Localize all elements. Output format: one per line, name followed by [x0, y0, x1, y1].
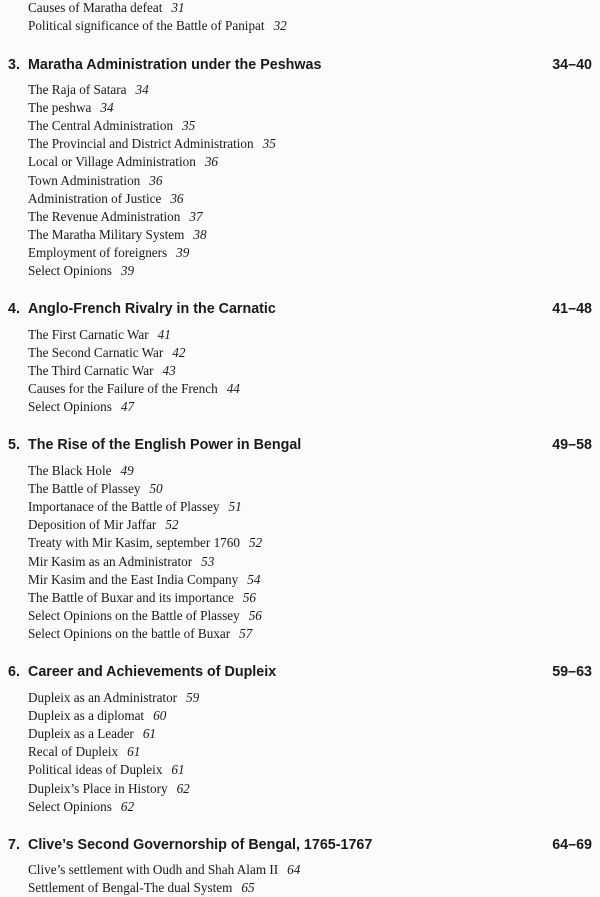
toc-entry-page: 61: [171, 762, 185, 778]
chapter-page-range: 34–40: [552, 57, 592, 73]
toc-entry: [28, 744, 140, 760]
toc-entry: [28, 381, 240, 397]
toc-entry-page: 52: [248, 535, 263, 551]
toc-entry: [28, 100, 114, 116]
toc-entry-page: 57: [239, 625, 253, 641]
toc-entry-title: The Raja of Satara: [28, 82, 127, 97]
chapter-number: 4.: [8, 301, 20, 317]
chapter-page-range: 41–48: [552, 301, 592, 317]
toc-entry-page: 36: [170, 190, 184, 206]
toc-entry-title: Select Opinions: [28, 399, 112, 415]
toc-entry-title: Treaty with Mir Kasim, september 1760: [28, 535, 240, 551]
toc-entry: [28, 191, 184, 207]
toc-entry: [28, 799, 134, 815]
chapter-title: The Rise of the English Power in Bengal: [28, 437, 302, 453]
chapter-page-range: 64–69: [552, 837, 592, 853]
toc-entry-page: 36: [149, 172, 163, 188]
chapter-number: 6.: [8, 664, 20, 680]
toc-entry-page: 35: [262, 136, 276, 152]
chapter-heading: [8, 836, 372, 854]
toc-entry: [28, 263, 134, 279]
toc-entry: [28, 626, 252, 642]
toc-entry-title: The First Carnatic War: [28, 327, 149, 342]
toc-entry-page: 64: [287, 862, 301, 877]
toc-entry-page: 47: [120, 399, 135, 415]
toc-entry: [28, 517, 179, 533]
toc-entry: [28, 572, 260, 588]
toc-entry: [28, 136, 276, 152]
toc-entry-title: The Revenue Administration: [28, 208, 181, 224]
toc-entry-title: Political significance of the Battle of Panipat: [28, 18, 265, 33]
toc-entry-title: Dupleix as a Leader: [28, 726, 134, 742]
toc-entry: [28, 499, 242, 515]
toc-entry: [28, 463, 134, 479]
toc-entry: [28, 554, 214, 570]
toc-entry: [28, 327, 171, 343]
toc-entry-page: 50: [149, 481, 163, 497]
toc-entry-page: 52: [165, 517, 179, 533]
toc-entry: [28, 708, 166, 724]
toc-entry-title: The Battle of Buxar and its importance: [28, 589, 234, 605]
chapter-page-range: 49–58: [552, 437, 592, 453]
toc-entry: [28, 227, 207, 243]
toc-entry: [28, 726, 156, 742]
toc-entry-title: Deposition of Mir Jaffar: [28, 517, 157, 533]
toc-entry-page: 62: [120, 798, 135, 814]
toc-entry-page: 53: [201, 553, 215, 569]
toc-entry: [28, 363, 176, 379]
toc-entry-title: Employment of foreigners: [28, 244, 168, 260]
toc-entry-page: 36: [204, 154, 218, 170]
toc-entry-title: Select Opinions: [28, 263, 112, 278]
toc-entry-page: 39: [120, 263, 135, 278]
toc-entry-page: 41: [157, 327, 171, 342]
toc-entry-title: Importanace of the Battle of Plassey: [28, 499, 220, 515]
toc-entry-page: 59: [186, 690, 200, 705]
toc-entry-page: 39: [176, 244, 190, 260]
chapter-number: 5.: [8, 437, 20, 453]
toc-entry: [28, 690, 199, 706]
toc-entry-title: The Second Carnatic War: [28, 345, 164, 361]
toc-entry-page: 61: [142, 726, 157, 742]
toc-entry-title: The Third Carnatic War: [28, 363, 154, 379]
toc-entry-title: Dupleix as an Administrator: [28, 690, 178, 705]
toc-entry-title: Town Administration: [28, 172, 141, 188]
toc-entry-title: The Maratha Military System: [28, 226, 185, 242]
chapter-heading: [8, 436, 301, 454]
chapter-title: Maratha Administration under the Peshwas: [28, 57, 322, 73]
chapter-heading: [8, 56, 321, 74]
toc-entry-page: 44: [226, 381, 240, 397]
toc-entry: [28, 18, 287, 34]
toc-entry: [28, 173, 162, 189]
toc-entry-page: 42: [172, 345, 186, 361]
toc-entry-page: 38: [193, 226, 207, 242]
toc-entry-page: 34: [100, 100, 114, 116]
toc-entry-page: 61: [127, 744, 141, 760]
chapter-title: Anglo-French Rivalry in the Carnatic: [28, 301, 276, 317]
toc-entry-title: Select Opinions on the Battle of Plassey: [28, 607, 240, 623]
toc-entry-title: Mir Kasim as an Administrator: [28, 553, 193, 569]
toc-entry-title: Dupleix’s Place in History: [28, 780, 168, 796]
toc-entry-page: 54: [247, 571, 261, 587]
chapter-title: Career and Achievements of Dupleix: [28, 664, 277, 680]
chapter-number: 7.: [8, 837, 20, 853]
toc-entry-page: 32: [273, 18, 287, 33]
toc-entry-page: 34: [135, 82, 149, 97]
toc-entry: [28, 481, 163, 497]
toc-entry-page: 65: [241, 880, 255, 896]
toc-entry: [28, 862, 300, 878]
toc-entry: [28, 118, 195, 134]
toc-entry: [28, 608, 262, 624]
toc-entry-page: 56: [248, 607, 262, 623]
chapter-number: 3.: [8, 57, 20, 73]
toc-entry-page: 60: [153, 708, 167, 724]
chapter-heading: [8, 300, 276, 318]
toc-entry-page: 37: [189, 208, 203, 224]
toc-entry-title: The Provincial and District Administration: [28, 136, 254, 152]
toc-entry-title: Settlement of Bengal-The dual System: [28, 880, 233, 896]
toc-entry: [28, 82, 149, 98]
toc-entry: [28, 880, 255, 896]
toc-entry-title: Recal of Dupleix: [28, 744, 119, 760]
toc-entry: [28, 781, 190, 797]
toc-entry-title: Select Opinions on the battle of Buxar: [28, 625, 231, 641]
toc-entry-page: 31: [171, 0, 185, 15]
chapter-page-range: 59–63: [552, 664, 592, 680]
toc-entry-page: 35: [182, 118, 196, 134]
toc-entry: [28, 399, 134, 415]
toc-entry-title: Dupleix as a diplomat: [28, 708, 145, 724]
toc-entry-title: The Black Hole: [28, 463, 112, 478]
chapter-heading: [8, 663, 276, 681]
toc-entry-page: 62: [176, 780, 190, 796]
toc-entry-title: Political ideas of Dupleix: [28, 762, 163, 778]
toc-entry-page: 49: [120, 463, 134, 478]
toc-entry: [28, 535, 262, 551]
chapter-title: Clive’s Second Governorship of Bengal, 1765-1767: [28, 837, 373, 853]
toc-entry: [28, 209, 203, 225]
toc-entry: [28, 0, 185, 16]
toc-entry: [28, 154, 218, 170]
toc-entry-title: Administration of Justice: [28, 190, 162, 206]
toc-entry-title: Causes of Maratha defeat: [28, 0, 163, 15]
toc-entry-page: 56: [242, 589, 256, 605]
toc-entry-page: 51: [228, 499, 242, 515]
toc-entry: [28, 590, 256, 606]
toc-entry: [28, 762, 185, 778]
toc-entry-title: The Central Administration: [28, 118, 174, 134]
toc-entry-title: Mir Kasim and the East India Company: [28, 571, 239, 587]
toc-entry: [28, 345, 185, 361]
toc-entry-title: Select Opinions: [28, 798, 112, 814]
toc-entry: [28, 245, 189, 261]
toc-entry-title: Causes for the Failure of the French: [28, 381, 218, 397]
toc-entry-title: The peshwa: [28, 100, 92, 116]
toc-entry-title: Local or Village Administration: [28, 154, 196, 170]
toc-entry-page: 43: [162, 363, 176, 379]
toc-entry-title: The Battle of Plassey: [28, 481, 141, 497]
toc-entry-title: Clive’s settlement with Oudh and Shah Alam II: [28, 862, 279, 877]
